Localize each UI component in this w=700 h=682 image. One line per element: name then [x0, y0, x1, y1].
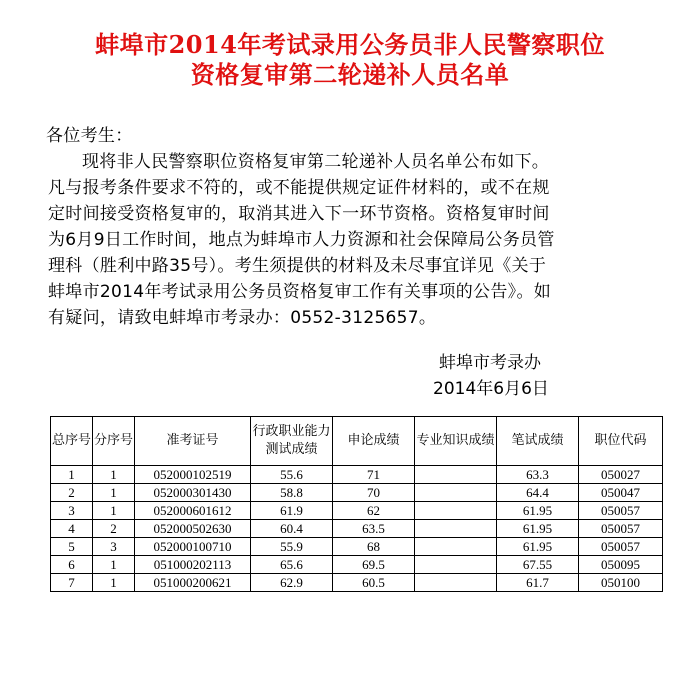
cell-professional-score	[415, 520, 497, 538]
table-row	[51, 520, 663, 538]
cell-essay-score: 68	[333, 538, 415, 556]
cell-professional-score	[415, 502, 497, 520]
notice-line: 蚌埠市2014年考试录用公务员资格复审工作有关事项的公告》。如	[48, 282, 552, 302]
cell-aptitude-score: 65.6	[251, 556, 333, 574]
cell-aptitude-score: 58.8	[251, 484, 333, 502]
cell-professional-score	[415, 556, 497, 574]
cell-aptitude-score: 62.9	[251, 574, 333, 592]
table-header-row	[51, 417, 663, 466]
cell-total-number: 2	[51, 484, 93, 502]
cell-position-code: 050057	[579, 502, 663, 520]
notice-line: 为6月9日工作时间，地点为蚌埠市人力资源和社会保障局公务员管	[48, 230, 555, 250]
cell-position-code: 050057	[579, 520, 663, 538]
header-position-code: 职位代码	[579, 417, 663, 466]
greeting: 各位考生：	[46, 126, 133, 146]
notice-line: 现将非人民警察职位资格复审第二轮递补人员名单公布如下。	[82, 152, 550, 172]
cell-total-number: 3	[51, 502, 93, 520]
cell-sub-number: 2	[93, 520, 135, 538]
cell-written-score: 64.4	[497, 484, 579, 502]
signature-organization: 蚌埠市考录办	[439, 353, 541, 373]
cell-written-score: 63.3	[497, 466, 579, 484]
table-row	[51, 574, 663, 592]
table-row	[51, 556, 663, 574]
candidate-table	[50, 416, 663, 592]
header-sub-number: 分序号	[93, 417, 135, 466]
cell-written-score: 61.95	[497, 502, 579, 520]
cell-aptitude-score: 55.9	[251, 538, 333, 556]
cell-ticket-number: 052000502630	[135, 520, 251, 538]
table-row	[51, 466, 663, 484]
cell-aptitude-score: 55.6	[251, 466, 333, 484]
cell-sub-number: 1	[93, 574, 135, 592]
header-total-number: 总序号	[51, 417, 93, 466]
header-professional-score: 专业知识成绩	[415, 417, 497, 466]
cell-essay-score: 70	[333, 484, 415, 502]
cell-sub-number: 1	[93, 556, 135, 574]
cell-total-number: 5	[51, 538, 93, 556]
cell-written-score: 61.95	[497, 520, 579, 538]
cell-total-number: 4	[51, 520, 93, 538]
cell-position-code: 050095	[579, 556, 663, 574]
table-row	[51, 538, 663, 556]
cell-written-score: 61.7	[497, 574, 579, 592]
notice-line: 凡与报考条件要求不符的，或不能提供规定证件材料的，或不在规	[48, 178, 550, 198]
cell-ticket-number: 051000200621	[135, 574, 251, 592]
cell-essay-score: 63.5	[333, 520, 415, 538]
cell-position-code: 050057	[579, 538, 663, 556]
cell-professional-score	[415, 574, 497, 592]
header-ticket-number: 准考证号	[135, 417, 251, 466]
cell-written-score: 61.95	[497, 538, 579, 556]
document-title-line-1: 蚌埠市2014年考试录用公务员非人民警察职位	[95, 30, 605, 59]
cell-ticket-number: 052000102519	[135, 466, 251, 484]
cell-ticket-number: 052000100710	[135, 538, 251, 556]
cell-total-number: 1	[51, 466, 93, 484]
cell-professional-score	[415, 466, 497, 484]
cell-essay-score: 69.5	[333, 556, 415, 574]
cell-position-code: 050027	[579, 466, 663, 484]
table-row	[51, 484, 663, 502]
header-written-score: 笔试成绩	[497, 417, 579, 466]
notice-line: 定时间接受资格复审的，取消其进入下一环节资格。资格复审时间	[48, 204, 550, 224]
cell-essay-score: 60.5	[333, 574, 415, 592]
cell-aptitude-score: 61.9	[251, 502, 333, 520]
cell-essay-score: 71	[333, 466, 415, 484]
cell-total-number: 6	[51, 556, 93, 574]
document-title-line-2: 资格复审第二轮递补人员名单	[190, 60, 510, 89]
header-aptitude-score: 行政职业能力测试成绩	[251, 417, 333, 466]
signature-date: 2014年6月6日	[433, 379, 549, 399]
cell-position-code: 050100	[579, 574, 663, 592]
cell-professional-score	[415, 538, 497, 556]
cell-ticket-number: 051000202113	[135, 556, 251, 574]
cell-sub-number: 1	[93, 502, 135, 520]
table-row	[51, 502, 663, 520]
cell-aptitude-score: 60.4	[251, 520, 333, 538]
cell-total-number: 7	[51, 574, 93, 592]
cell-ticket-number: 052000601612	[135, 502, 251, 520]
cell-ticket-number: 052000301430	[135, 484, 251, 502]
cell-sub-number: 1	[93, 484, 135, 502]
notice-line: 理科（胜利中路35号）。考生须提供的材料及未尽事宜详见《关于	[48, 256, 547, 276]
cell-essay-score: 62	[333, 502, 415, 520]
cell-sub-number: 1	[93, 466, 135, 484]
cell-sub-number: 3	[93, 538, 135, 556]
cell-position-code: 050047	[579, 484, 663, 502]
cell-professional-score	[415, 484, 497, 502]
cell-written-score: 67.55	[497, 556, 579, 574]
header-essay-score: 申论成绩	[333, 417, 415, 466]
notice-line: 有疑问，请致电蚌埠市考录办：0552-3125657。	[48, 308, 437, 328]
